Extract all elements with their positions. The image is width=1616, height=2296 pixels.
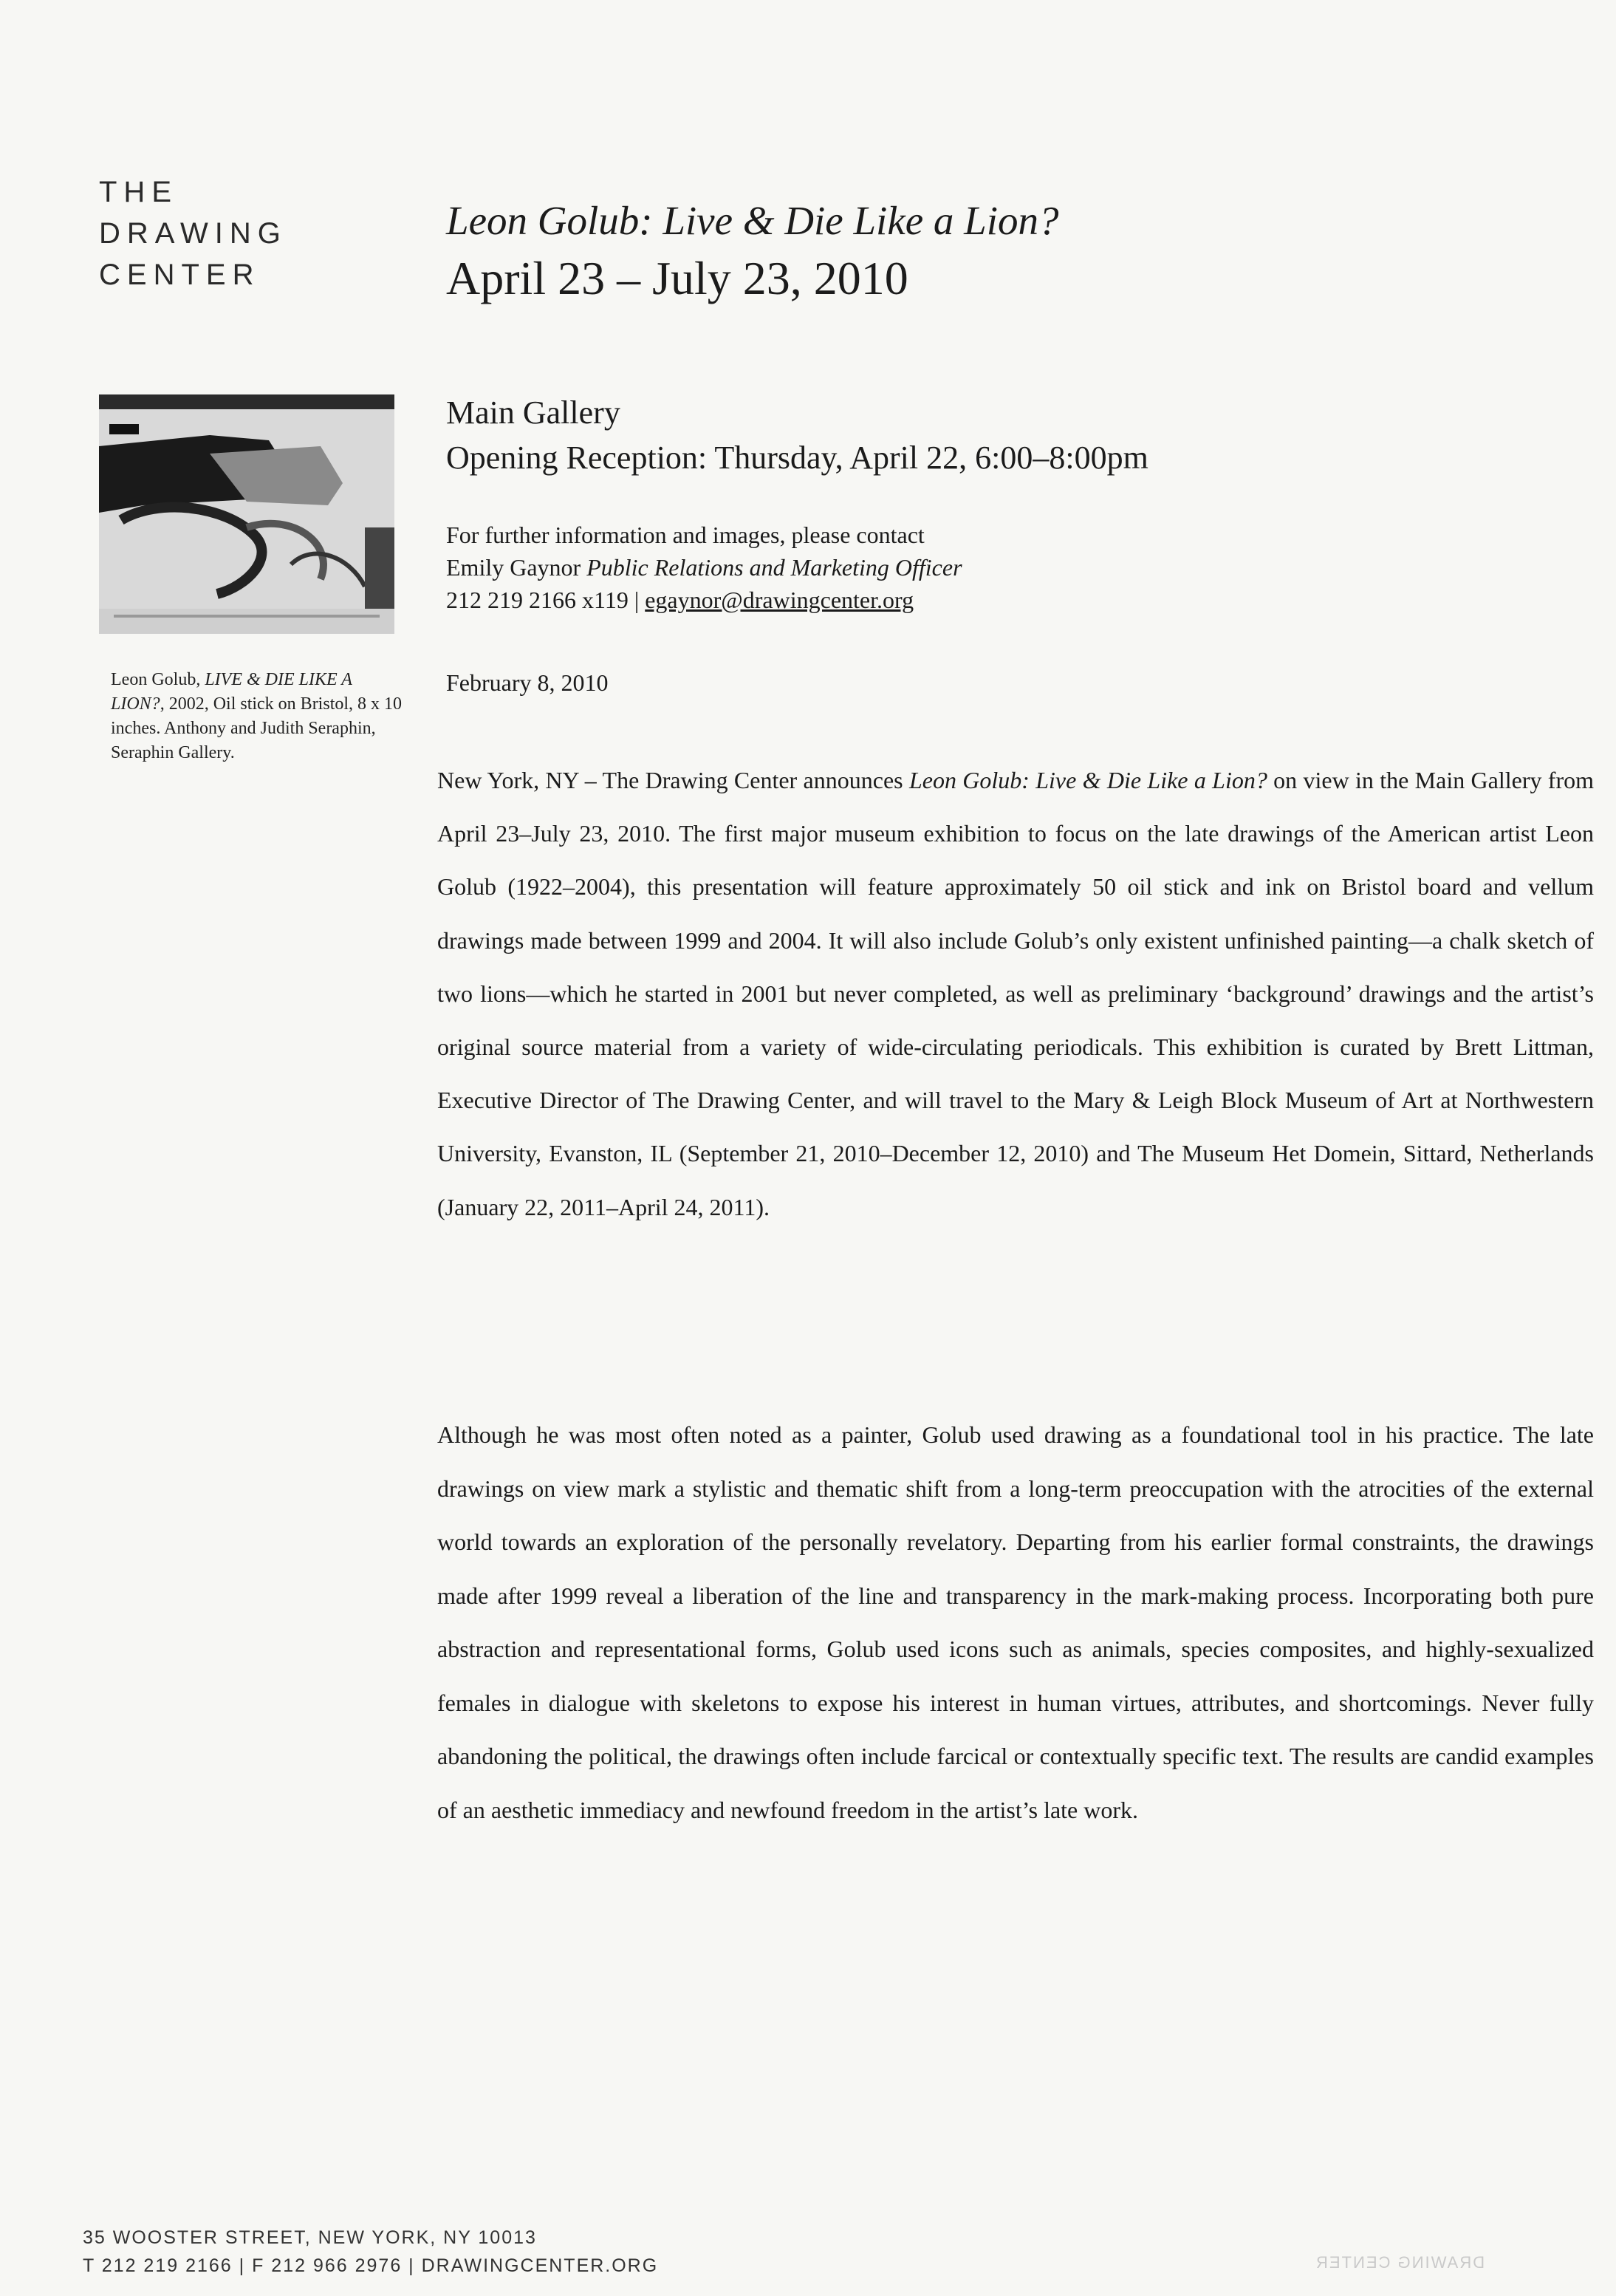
logo-line-1: THE — [99, 176, 178, 208]
para1-exhibition-title: Leon Golub: Live & Die Like a Lion? — [908, 767, 1267, 793]
artwork-caption — [111, 668, 406, 765]
venue-info — [446, 390, 1569, 480]
logo-line-3: CENTER — [99, 259, 261, 291]
contact-intro: For further information and images, please contact — [446, 522, 925, 548]
artwork-image — [99, 394, 394, 634]
contact-info — [446, 519, 1569, 616]
caption-artist: Leon Golub, — [111, 670, 201, 689]
exhibition-title: Leon Golub: Live & Die Like a Lion? — [446, 198, 1059, 243]
exhibition-header — [446, 194, 1569, 309]
opening-reception: Opening Reception: Thursday, April 22, 6:00–8:00pm — [446, 440, 1148, 476]
show-through-text: DRAWING CENTER — [1315, 2253, 1485, 2272]
gallery-name: Main Gallery — [446, 394, 620, 431]
para1-lead: New York, NY – The Drawing Center announces — [437, 767, 903, 793]
caption-title: LIVE & DIE LIKE A LION? — [111, 670, 352, 714]
artwork-drawing — [99, 394, 394, 634]
footer-contact: T 212 219 2166 | F 212 966 2976 | DRAWINGCENTER.ORG — [83, 2255, 659, 2276]
footer — [83, 2224, 658, 2280]
contact-phone: 212 219 2166 x119 | — [446, 587, 640, 613]
contact-name: Emily Gaynor — [446, 554, 581, 581]
release-date: February 8, 2010 — [446, 669, 609, 696]
contact-email-link[interactable]: egaynor@drawingcenter.org — [645, 587, 914, 613]
logo-line-2: DRAWING — [99, 217, 287, 250]
body-paragraph-2: Although he was most often noted as a painter, Golub used drawing as a foundational tool in his practice. The late drawings on view mark a stylistic and thematic shift from a long-term preoccupation with the atrocities of the external world towards an exploration of the personally revelatory. Departing from his earlier formal constraints, the drawings made after 1999 reveal a liberation of the line and transparency in the mark-making process. Incorporating both pure abstraction and representational forms, Golub used icons such as animals, species composites, and highly-sexualized females in dialogue with skeletons to expose his interest in human virtues, attributes, and shortcomings. Never fully abandoning the political, the drawings often include farcical or contextually specific text. The results are candid examples of an aesthetic immediacy and newfound freedom in the artist’s late work. — [437, 1421, 1594, 1823]
contact-role: Public Relations and Marketing Officer — [586, 554, 962, 581]
caption-details: , 2002, Oil stick on Bristol, 8 x 10 inches. Anthony and Judith Seraphin, Seraphin Gallery. — [111, 694, 403, 762]
exhibition-dates: April 23 – July 23, 2010 — [446, 252, 908, 304]
logo — [99, 171, 321, 295]
body-paragraph-1 — [437, 754, 1594, 1234]
para1-body: on view in the Main Gallery from April 23–July 23, 2010. The first major museum exhibition to focus on the late drawings of the American artist Leon Golub (1922–2004), this presentation will feature approximately 50 oil stick and ink on Bristol board and vellum drawings made between 1999 and 2004. It will also include Golub’s only existent unfinished painting—a chalk sketch of two lions—which he started in 2001 but never completed, as well as preliminary ‘background’ drawings and the artist’s original source material from a variety of wide-circulating periodicals. This exhibition is curated by Brett Littman, Executive Director of The Drawing Center, and will travel to the Mary & Leigh Block Museum of Art at Northwestern University, Evanston, IL (September 21, 2010–December 12, 2010) and The Museum Het Domein, Sittard, Netherlands (January 22, 2011–April 24, 2011). — [437, 767, 1595, 1220]
footer-address: 35 WOOSTER STREET, NEW YORK, NY 10013 — [83, 2227, 537, 2248]
